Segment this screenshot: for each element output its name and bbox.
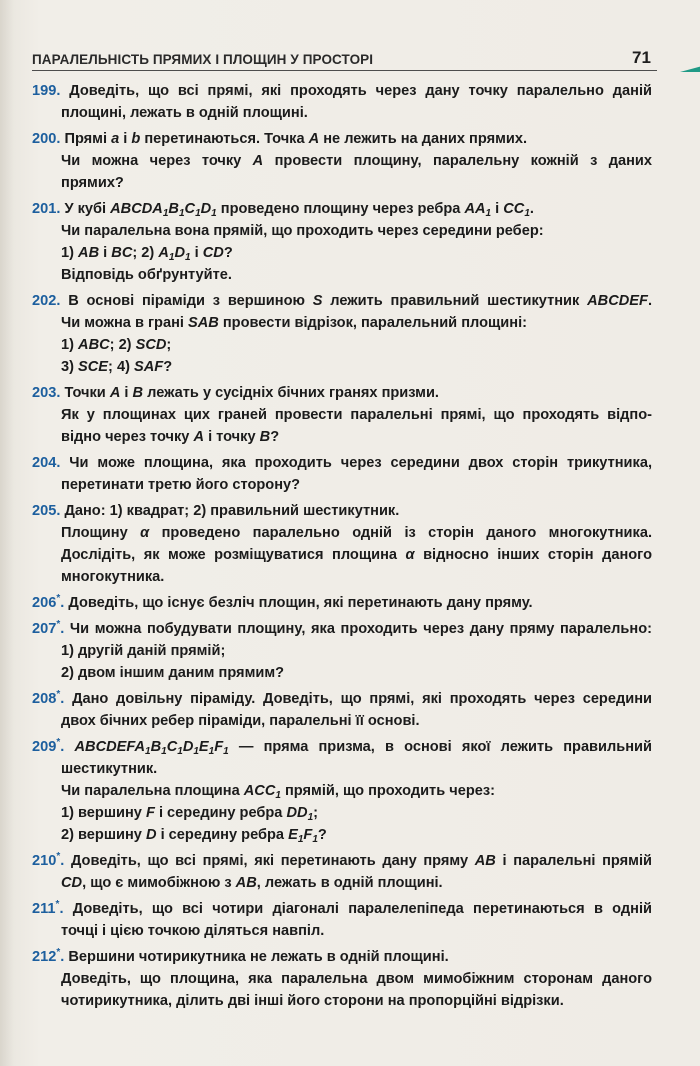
exercise-first-line: 207*. Чи можна побудувати площину, яка проходить через дану пряму паралельно: xyxy=(32,619,652,637)
exercise-first-line: 209*. $ABCDEFA_1B_1C_1D_1E_1F_1$ — пряма призма, в основі якої лежить правильний xyxy=(32,737,653,757)
exercise-line: точці і цією точкою діляться навпіл. xyxy=(61,923,325,939)
exercise-list xyxy=(32,80,652,1016)
exercise-line: 2) вершину D і середину ребра $E_1F_1$? xyxy=(61,827,327,845)
exercise-line: 1) вершину F і середину ребра $DD_1$; xyxy=(61,805,319,823)
exercise-first-line: 199. Доведіть, що всі прямі, які проходять через дану точку паралельно даній xyxy=(32,83,652,99)
exercise-line: Доведіть, що площина, яка паралельна двом мимобіжним сторонам даного xyxy=(61,971,652,987)
exercise-number: 205. xyxy=(32,503,61,519)
exercise-line: 1) другій даній прямій; xyxy=(61,643,226,659)
exercise-first-line: 203. Точки A і B лежать у сусідніх бічних гранях призми. xyxy=(32,385,439,401)
exercise-number: 206*. xyxy=(32,593,65,611)
exercise-line: 2) двом іншим даним прямим? xyxy=(61,665,285,681)
exercise-line: Відповідь обґрунтуйте. xyxy=(61,267,232,283)
exercise-item xyxy=(32,946,652,1012)
exercise-line: Чи паралельна вона прямій, що проходить через середини ребер: xyxy=(61,223,544,239)
exercise-item xyxy=(32,736,652,846)
exercise-first-line: 205. Дано: 1) квадрат; 2) правильний шестикутник. xyxy=(32,503,400,519)
exercise-number: 202. xyxy=(32,293,61,309)
exercise-first-line: 201. У кубі $ABCDA_1B_1C_1D_1$ проведено площину через ребра $AA_1$ і $CC_1$. xyxy=(32,201,534,219)
exercise-first-line: 211*. Доведіть, що всі чотири діагоналі паралелепіпеда перетинаються в одній xyxy=(32,899,652,917)
exercise-line: двох бічних ребер піраміди, паралельні її основі. xyxy=(61,713,420,729)
running-head: ПАРАЛЕЛЬНІСТЬ ПРЯМИХ І ПЛОЩИН У ПРОСТОРІ xyxy=(32,52,374,67)
exercise-line: відно через точку A і точку B? xyxy=(61,429,280,445)
exercise-line: 1) AB і BC; 2) $A_1D_1$ і CD? xyxy=(61,245,233,263)
exercise-item xyxy=(32,128,652,194)
exercise-line: 1) ABC; 2) SCD; xyxy=(61,337,172,353)
exercise-line: 3) SCE; 4) SAF? xyxy=(61,359,173,375)
exercise-number: 210*. xyxy=(32,851,65,869)
exercise-line: Чи паралельна площина $ACC_1$ прямій, що проходить через: xyxy=(61,783,495,801)
exercise-item xyxy=(32,500,652,588)
exercise-line: Дослідіть, як може розміщуватися площина α відносно інших сторін даного xyxy=(61,547,652,563)
page-number: 71 xyxy=(632,48,651,67)
exercise-number: 209*. xyxy=(32,737,65,755)
exercise-line: шестикутник. xyxy=(61,761,158,777)
exercise-item xyxy=(32,850,652,894)
exercise-line: перетинати третю його сторону? xyxy=(61,477,301,493)
exercise-number: 212*. xyxy=(32,947,65,965)
exercise-line: CD, що є мимобіжною з AB, лежать в одній площині. xyxy=(61,875,443,891)
exercise-number: 208*. xyxy=(32,689,65,707)
exercise-number: 203. xyxy=(32,385,61,401)
exercise-item xyxy=(32,592,652,614)
exercise-number: 200. xyxy=(32,131,61,147)
exercise-number: 201. xyxy=(32,201,61,217)
exercise-line: Площину α проведено паралельно одній із сторін даного многокутника. xyxy=(61,525,652,541)
exercise-line: площині, лежать в одній площині. xyxy=(61,105,308,121)
exercise-line: чотирикутника, ділить дві інші його сторони на пропорційні відрізки. xyxy=(61,993,564,1009)
exercise-line: многокутника. xyxy=(61,569,165,585)
exercise-line: прямих? xyxy=(61,175,124,191)
page-corner-tab xyxy=(680,58,700,72)
exercise-number: 207*. xyxy=(32,619,65,637)
exercise-item xyxy=(32,452,652,496)
exercise-number: 199. xyxy=(32,83,61,99)
exercise-line: Чи можна через точку A провести площину, паралельну кожній з даних xyxy=(61,153,653,169)
exercise-item xyxy=(32,688,652,732)
exercise-item xyxy=(32,80,652,124)
exercise-first-line: 212*. Вершини чотирикутника не лежать в одній площині. xyxy=(32,947,449,965)
exercise-item xyxy=(32,290,652,378)
exercise-item xyxy=(32,898,652,942)
exercise-number: 211*. xyxy=(32,899,64,917)
exercise-item xyxy=(32,382,652,448)
exercise-number: 204. xyxy=(32,455,61,471)
page-header xyxy=(32,48,700,74)
exercise-first-line: 210*. Доведіть, що всі прямі, які перетинають дану пряму AB і паралельні прямій xyxy=(32,851,652,869)
exercise-item xyxy=(32,198,652,286)
exercise-line: Чи можна в грані SAB провести відрізок, паралельний площині: xyxy=(61,315,528,331)
exercise-first-line: 202. В основі піраміди з вершиною S лежить правильний шестикутник ABCDEF. xyxy=(32,293,652,309)
exercise-item xyxy=(32,618,652,684)
exercise-first-line: 206*. Доведіть, що існує безліч площин, які перетинають дану пряму. xyxy=(32,593,533,611)
exercise-line: Як у площинах цих граней провести паралельні прямі, що проходять відпо- xyxy=(61,407,652,423)
exercise-first-line: 208*. Дано довільну піраміду. Доведіть, що прямі, які проходять через середини xyxy=(32,689,652,707)
header-rule xyxy=(32,70,657,71)
exercise-first-line: 200. Прямі a і b перетинаються. Точка A не лежить на даних прямих. xyxy=(32,131,528,147)
exercise-first-line: 204. Чи може площина, яка проходить через середини двох сторін трикутника, xyxy=(32,455,652,471)
